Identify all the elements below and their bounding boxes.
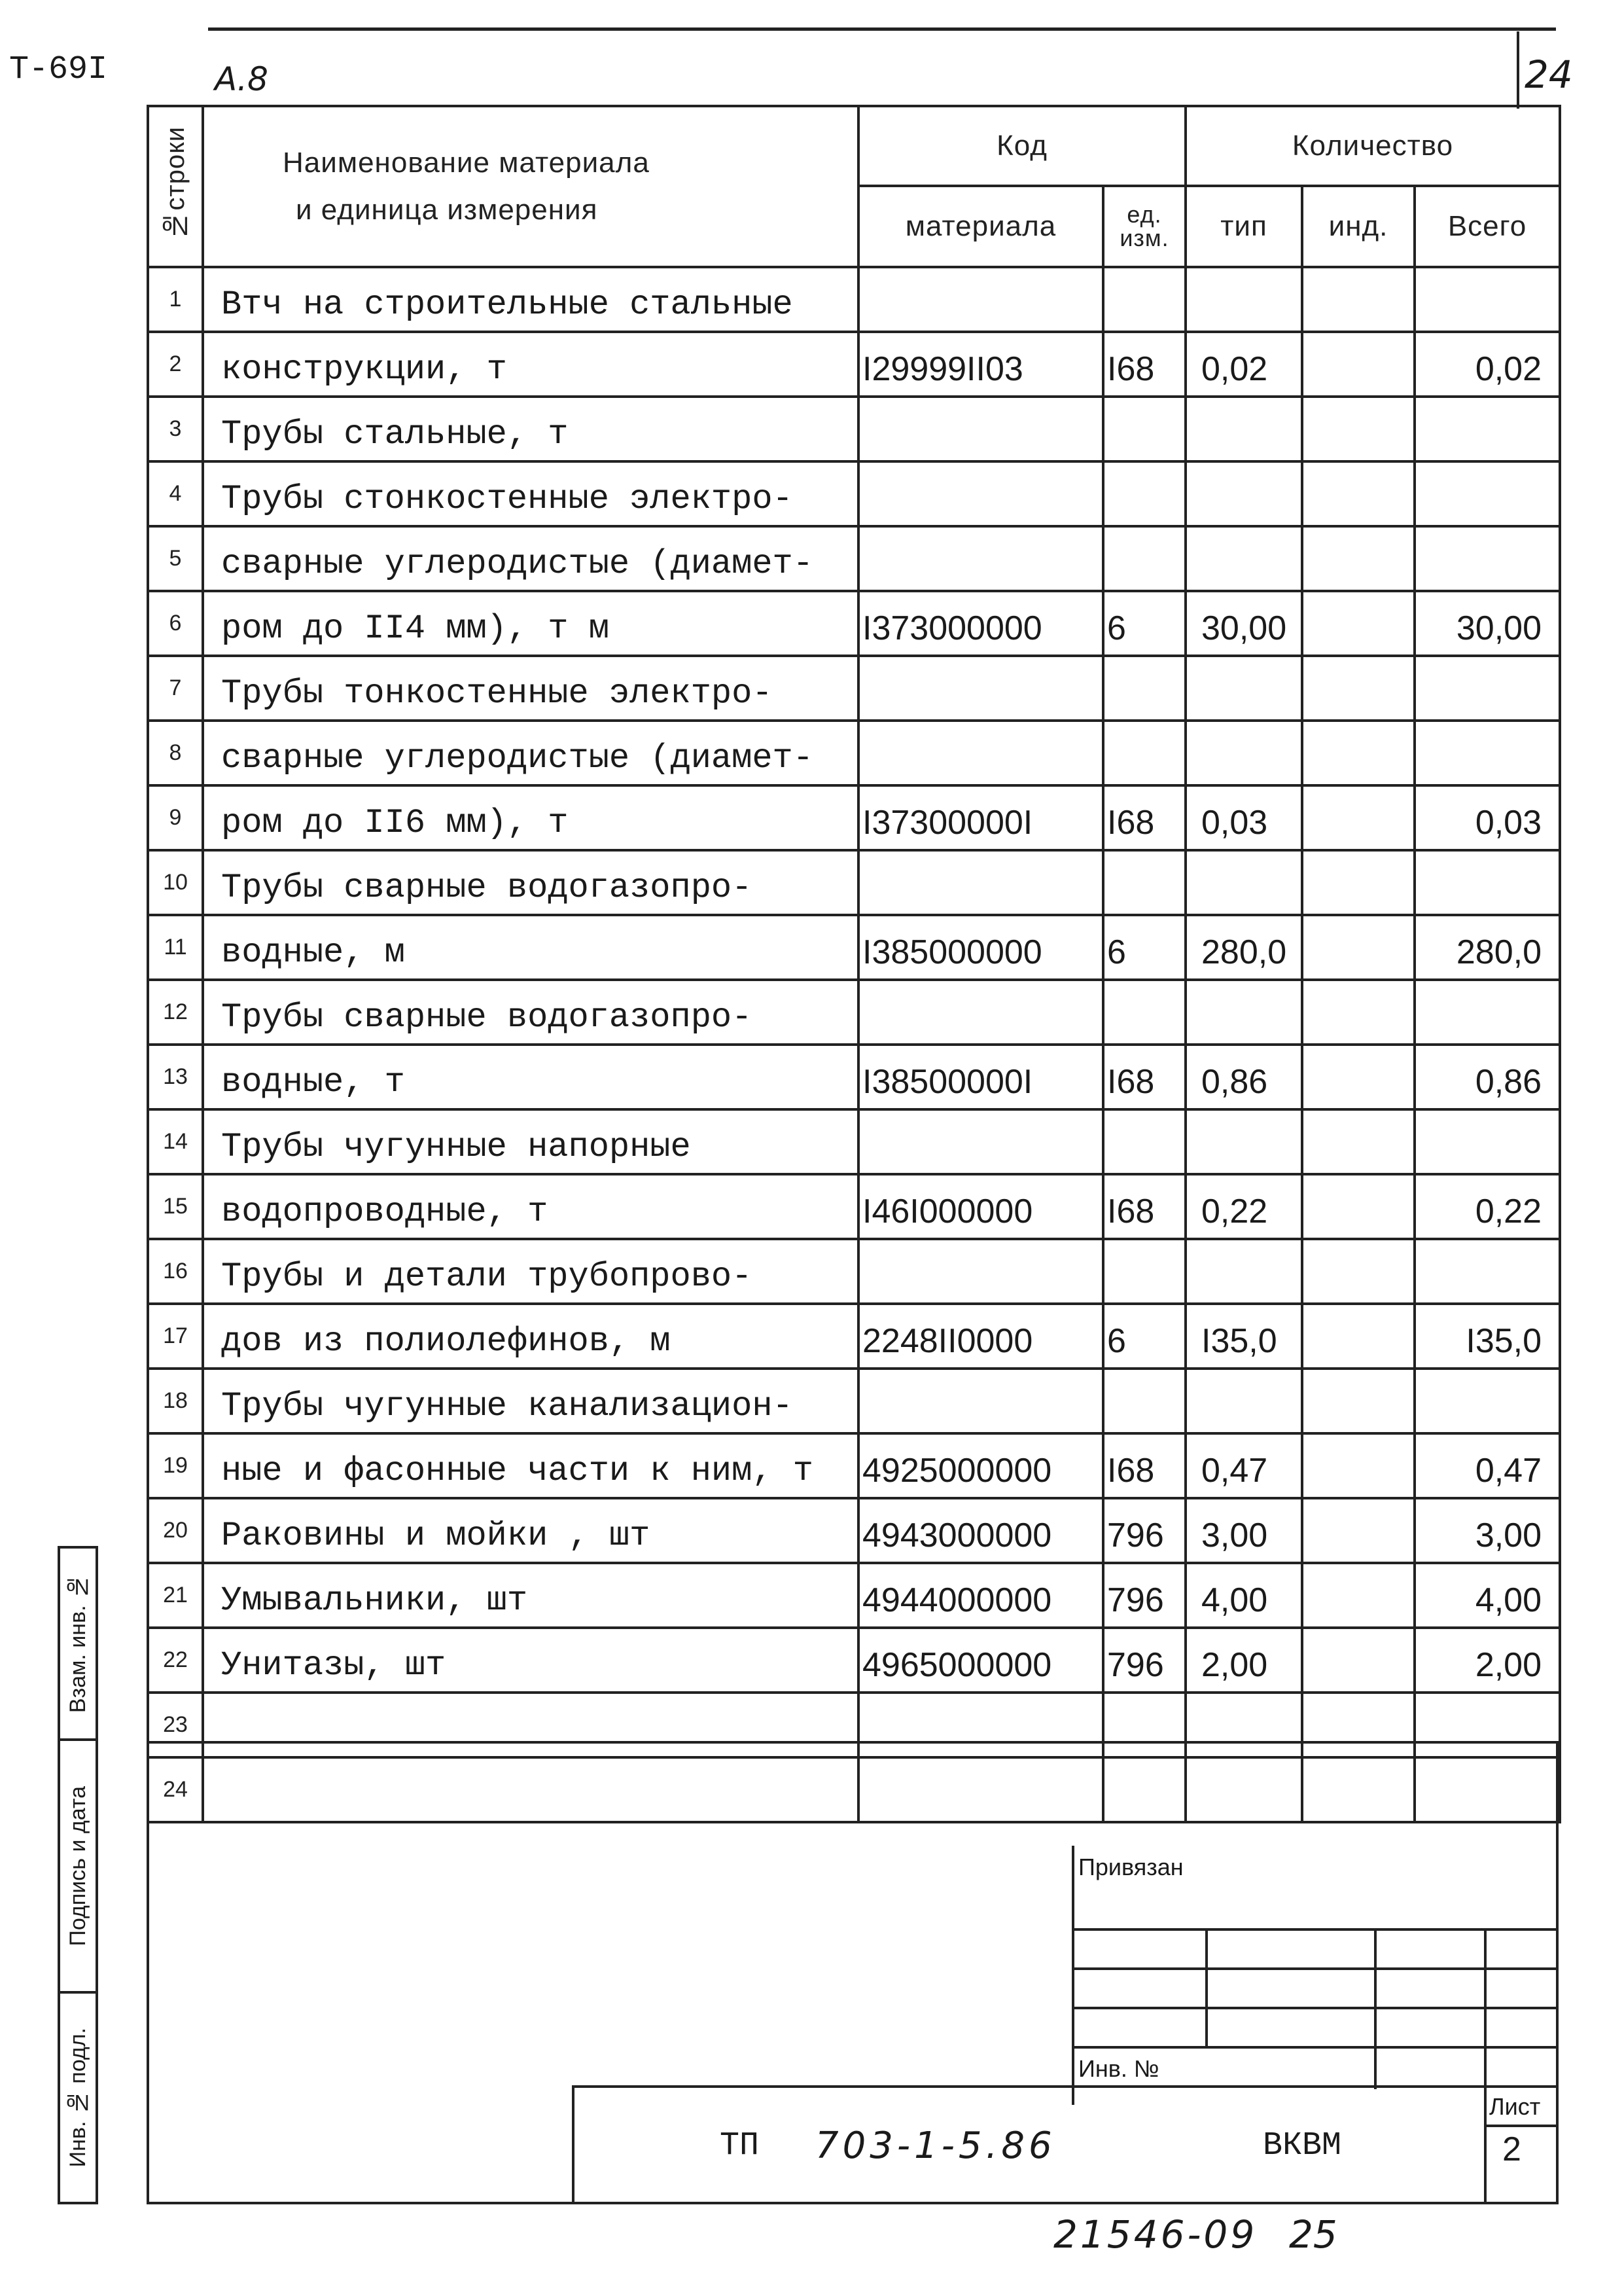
table-row: 10 Трубы сварные водогазопро- <box>148 850 1560 915</box>
table-row: 15 водопроводные, т I46I000000 I68 0,22 0,22 <box>148 1174 1560 1239</box>
header-quantity: Количество <box>1186 106 1560 186</box>
header-material: материала <box>858 186 1103 267</box>
header-ind: инд. <box>1302 186 1415 267</box>
designation-top-line <box>572 2085 1559 2088</box>
table-row: 1 Втч на строительные стальные <box>148 267 1560 332</box>
original-inventory-cell <box>58 1991 98 2204</box>
table-row: 17 дов из полиолефинов, м 2248II0000 6 I35,0 I35,0 <box>148 1304 1560 1369</box>
top-border <box>208 27 1556 31</box>
header-name: Наименование материала и единица измерения <box>203 106 858 267</box>
original-inventory-label: Инв. № подл. <box>65 2028 90 2168</box>
table-row: 5 сварные углеродистые (диамет- <box>148 526 1560 591</box>
doc-prefix: ТП <box>720 2127 760 2164</box>
stamp-col-line <box>1205 1928 1208 2049</box>
table-row: 21 Умывальники, шт 4944000000 796 4,00 4,00 <box>148 1563 1560 1628</box>
table-row: 23 <box>148 1693 1560 1757</box>
doc-type: ВКВМ <box>1263 2127 1342 2164</box>
stamp-col-line <box>1374 1928 1377 2089</box>
stamp-left-border <box>1072 1846 1074 2105</box>
materials-table <box>147 105 1561 1823</box>
replaced-inventory-label: Взам. инв. № <box>65 1573 90 1713</box>
table-row: 4 Трубы стонкостенные электро- <box>148 461 1560 526</box>
header-type: тип <box>1186 186 1302 267</box>
sheet-label-line <box>1484 2125 1559 2127</box>
table-row: 6 ром до II4 мм), т м I373000000 6 30,00 30,00 <box>148 591 1560 656</box>
table-row: 3 Трубы стальные, т <box>148 397 1560 461</box>
table-row: 19 ные и фасонные части к ним, т 4925000000 I68 0,47 0,47 <box>148 1433 1560 1498</box>
attached-label: Привязан <box>1078 1854 1184 1880</box>
table-row: 11 водные, м I385000000 6 280,0 280,0 <box>148 915 1560 980</box>
signature-date-cell <box>58 1738 98 1994</box>
signature-date-label: Подпись и дата <box>65 1785 90 1946</box>
table-row: 2 конструкции, т I29999II03 I68 0,02 0,02 <box>148 332 1560 397</box>
table-row: 16 Трубы и детали трубопрово- <box>148 1239 1560 1304</box>
header-code: Код <box>858 106 1186 186</box>
inventory-number-label: Инв. № <box>1078 2055 1159 2082</box>
designation-left-line <box>572 2085 574 2204</box>
table-row: 12 Трубы сварные водогазопро- <box>148 980 1560 1045</box>
table-row: 9 ром до II6 мм), т I37300000I I68 0,03 0,03 <box>148 785 1560 850</box>
footer-handwritten-number: 21546-09 <box>1053 2212 1258 2257</box>
table-row: 22 Унитазы, шт 4965000000 796 2,00 2,00 <box>148 1628 1560 1693</box>
header-total: Всего <box>1415 186 1560 267</box>
footer-page-number: 25 <box>1289 2212 1337 2257</box>
header-unit: ед. изм. <box>1103 186 1186 267</box>
sheet-value: 2 <box>1502 2130 1521 2168</box>
replaced-inventory-cell <box>58 1546 98 1741</box>
table-row: 7 Трубы тонкостенные электро- <box>148 656 1560 721</box>
stamp-col-line <box>1484 1928 1487 2204</box>
doc-number: 703-1-5.86 <box>815 2125 1056 2167</box>
table-row: 14 Трубы чугунные напорные <box>148 1109 1560 1174</box>
sheet-label: Лист <box>1489 2093 1541 2120</box>
table-row: 8 сварные углеродистые (диамет- <box>148 721 1560 785</box>
table-row: 18 Трубы чугунные канализацион- <box>148 1369 1560 1433</box>
table-row: 13 водные, т I38500000I I68 0,86 0,86 <box>148 1045 1560 1109</box>
form-label: А.8 <box>215 60 268 98</box>
table-row: 24 <box>148 1757 1560 1822</box>
table-row: 20 Раковины и мойки , шт 4943000000 796 3,00 3,00 <box>148 1498 1560 1563</box>
header-row-number: №строки <box>148 106 203 267</box>
sheet-number: 24 <box>1525 52 1573 97</box>
corner-code: Т-69I <box>9 51 108 88</box>
